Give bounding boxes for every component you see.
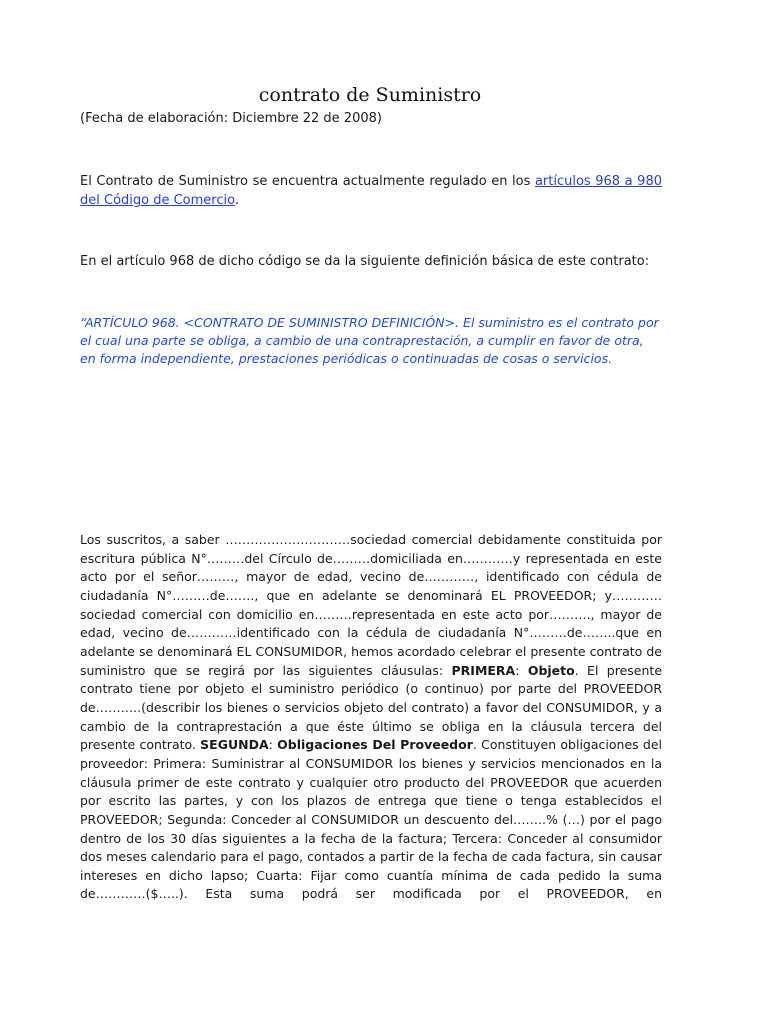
clause-2-sep: : xyxy=(268,737,278,753)
body-part-1: Los suscritos, a saber …………………………sociedad comercial debidamente constituida por escritura pública N°………del Círculo de………domiciliada en…………y representada en este acto por el señor………, mayor de edad, vecino de…………, identificado con cédula de ciudadanía N°………de……., que en adelante se denominará EL PROVEEDOR; y………… sociedad comercial con domicilio en………representada en este acto por………., mayor de edad, vecino de…………identificado con la cédula de ciudadanía N°………de……..que en adelante se denominará EL CONSUMIDOR, hemos acordado celebrar el presente contrato de suministro que se regirá por las siguientes cláusulas: xyxy=(80,532,662,678)
clause-1-sep: : xyxy=(515,662,528,678)
clause-1-label: PRIMERA xyxy=(451,662,516,678)
intro-end: . xyxy=(234,193,239,208)
date-line: (Fecha de elaboración: Diciembre 22 de 2008) xyxy=(80,111,382,126)
definition-intro: En el artículo 968 de dicho código se da la siguiente definición básica de este contrato: xyxy=(80,254,650,269)
code-articles-link[interactable]: artículos 968 a 980 del Código de Comercio xyxy=(80,174,662,208)
clause-2-title: Obligaciones Del Proveedor xyxy=(277,737,473,753)
article-quote: “ARTÍCULO 968. <CONTRATO DE SUMINISTRO DEFINICIÓN>. El suministro es el contrato por el cual una parte se obliga, a cambio de una contraprestación, a cumplir en favor de otra, en forma independiente, prestaciones periódicas o continuadas de cosas o servicios. xyxy=(80,315,659,366)
clause-1-title: Objeto xyxy=(527,662,575,678)
clause-2-label: SEGUNDA xyxy=(200,737,269,753)
contract-body xyxy=(80,531,662,904)
document-title: contrato de Suministro xyxy=(258,84,482,106)
intro-paragraph xyxy=(80,172,662,210)
intro-text: El Contrato de Suministro se encuentra actualmente regulado en los xyxy=(80,174,535,189)
body-part-3: . Constituyen obligaciones del proveedor: Primera: Suministrar al CONSUMIDOR los bienes y servicios mencionados en la cláusula primer de este contrato y cualquier otro producto del PROVEEDOR que acuerden por escrito las partes, y con los plazos de entrega que tiene o tenga establecidos el PROVEEDOR; Segunda: Conceder al CONSUMIDOR un descuento del……..% (…) por el pago dentro de los 30 días siguientes a la fecha de la factura; Tercera: Conceder al consumidor dos meses calendario para el pago, contados a partir de la fecha de cada factura, sin causar intereses en dicho lapso; Cuarta: Fijar como cuantía mínima de cada pedido la suma de…………($…..). Esta suma podrá ser modificada por el PROVEEDOR, en xyxy=(80,737,662,902)
body-part-2: . El presente contrato tiene por objeto el suministro periódico (o continuo) por parte del PROVEEDOR de………..(describir los bienes o servicios objeto del contrato) a favor del CONSUMIDOR, y a cambio de la contraprestación a que éste último se obliga en la cláusula tercera del presente contrato. xyxy=(80,662,663,753)
